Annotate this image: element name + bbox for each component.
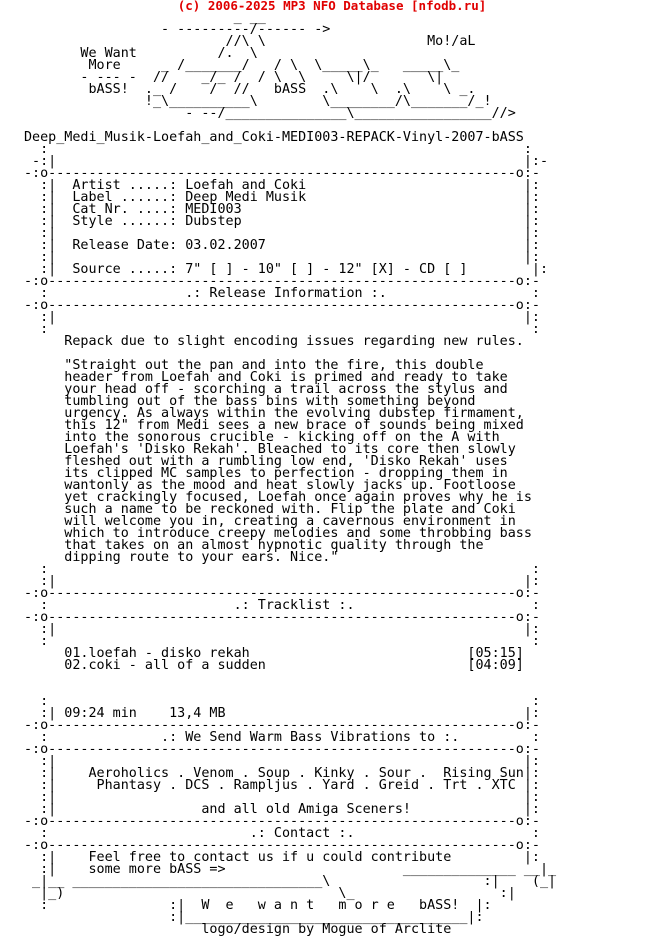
nfo-text: _ __ - ---------/------ -> //\ \ Mo!/aL We Want /. \ More _ /_______/ / \ \_____\_ _____\_ - --- - // _/_ / / \ \ \|/ \| bASS! ._ / / // bASS .\ \ .\ \ _. !_\__________\ \________/\_______/_! - --/_______________\_________________//> Deep_Medi_Musik-Loefah_and_Coki-MEDI003-REPACK-Vinyl-2007-bASS : : -:| |:- -:o----------------------------------------------------------o:- :| Artist .....: Loefah and Coki |: :| Label ......: Deep Medi Musik |: :| Cat Nr. ....: MEDI003 |: :| Style ......: Dubstep |: :| |: :| Release Date: 03.02.2007 |: :| |: :| Source .....: 7" [ ] - 10" [ ] - 12" [X] - CD [ ] |: -:o----------------------------------------------------------o:- : .: Release Information :. : -:o----------------------------------------------------------o:- :| |: : : Repack due to slight encoding issues regarding new rules. "Straight out the pan and into the fire, this double header from Loefah and Coki is primed and ready to take your head off - scorching a trail across the stylus and tumbling out of the bass bins with something beyond urgency. As always within the evolving dubstep firmament, this 12" from Medi sees a new brace of sounds being mixed into the sonorous crucible - kicking off on the A with Loefah's 'Disko Rekah'. Bleached to its core then slowly fleshed out with a rumbling low end, 'Disko Rekah' uses its clipped MC samples to perfection - dropping them in wantonly as the mood and heat slowly jacks up. Footloose yet crackingly focused, Loefah once again proves why he is such a name to be reckoned with. Flip the plate and Coki will welcome you in, creating a cavernous environment in which to introduce creepy melodies and some throbbing bass that takes on an almost hypnotic quality through the dipping route to your ears. Nice." : : :| |: -:o----------------------------------------------------------o:- : .: Tracklist :. : -:o----------------------------------------------------------o:- :| |: : : 01.loefah - disko rekah [05:15] 02.coki - all of a sudden [04:09] : : :| 09:24 min 13,4 MB |: -:o----------------------------------------------------------o:- : .: We Send Warm Bass Vibrations to :. : -:o----------------------------------------------------------o:- :| |: :| Aeroholics . Venom . Soup . Kinky . Sour . Rising Sun|: :| Phantasy . DCS . Rampljus . Yard . Greid . Trt . XTC |: :| |: :| and all old Amiga Sceners! |: -:o----------------------------------------------------------o:- : .: Contact :. : -:o----------------------------------------------------------o:- :| Feel free to contact us if u could contribute |: :| some more bASS => ______________ __|_ _|__ _______________________________\ :| (_| |_) \_ :| : :| W e w a n t m o r e bASS! |: :|___________________________________|: logo/design by Mogue of Arclite <box>24 10 557 937</box>
site-header: (c) 2006-2025 MP3 NFO Database [nfodb.ru] <box>177 0 487 13</box>
